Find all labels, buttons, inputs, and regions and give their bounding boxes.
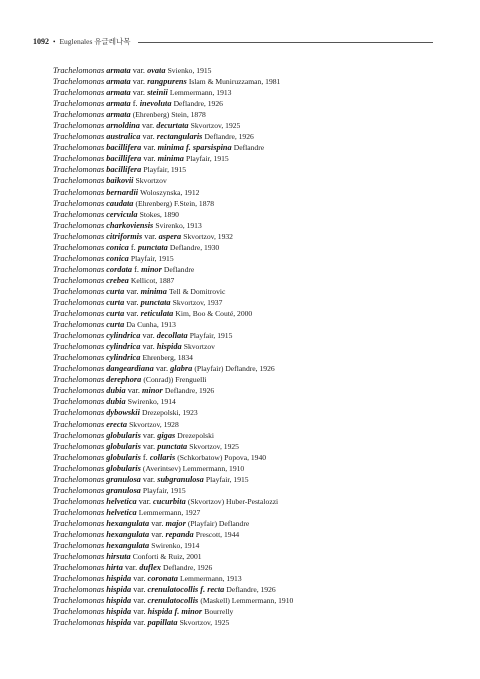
species-epithet: cylindrica [106,331,141,341]
genus-name: Trachelomonas [53,77,105,87]
infraspecific-rank: var. [142,132,155,142]
genus-name: Trachelomonas [53,297,105,307]
genus-name: Trachelomonas [53,507,105,517]
list-item [53,131,463,142]
list-item [53,319,463,330]
infraspecific-name: repanda [165,529,194,539]
species-epithet: curta [106,309,125,319]
genus-name: Trachelomonas [53,331,105,341]
infraspecific-rank: var. [132,88,145,98]
infraspecific-rank: var. [143,154,156,164]
genus-name: Trachelomonas [53,518,105,528]
author-citation: Playfair, 1915 [130,253,174,263]
species-epithet: hirsuta [106,552,131,562]
species-epithet: dubia [106,386,126,396]
author-citation: Lemmermann, 1913 [180,574,242,584]
infraspecific-name: subgranulosa [157,474,204,484]
species-epithet: baikovii [106,176,134,186]
infraspecific-rank: var. [155,364,169,374]
list-item [53,562,463,573]
infraspecific-rank: var. [143,143,156,153]
infraspecific-name: crenulatocollis [147,596,199,606]
species-epithet: granulosa [106,485,141,495]
author-citation: Kellicot, 1887 [130,275,175,285]
genus-name: Trachelomonas [53,209,105,219]
list-item [53,220,463,231]
genus-name: Trachelomonas [53,231,105,241]
infraspecific-rank: var. [133,607,146,617]
infraspecific-name: gigas [157,430,176,440]
list-item [53,463,463,474]
genus-name: Trachelomonas [53,342,105,352]
author-citation: Svirenko, 1913 [155,220,202,230]
list-item [53,452,463,463]
list-item [53,264,463,275]
infraspecific-rank: f. [134,264,139,274]
genus-name: Trachelomonas [53,529,105,539]
species-epithet: hexangulata [106,518,150,528]
infraspecific-rank: var. [127,386,140,396]
author-citation: Skvortzov, 1932 [183,231,233,241]
species-epithet: dubia [106,397,126,407]
list-item [53,441,463,452]
list-item [53,573,463,584]
genus-name: Trachelomonas [53,397,105,407]
author-citation: (Conrad)) Frenguelli [143,375,207,385]
infraspecific-name: rangpurens [147,77,187,87]
species-epithet: hexangulata [106,541,150,551]
list-item [53,164,463,175]
list-item [53,485,463,496]
author-citation: Skvortzov [135,176,167,186]
author-citation: Deflandre, 1926 [164,386,215,396]
list-item [53,606,463,617]
author-citation: (Schkorbatow) Popova, 1940 [177,452,267,462]
species-epithet: globularis [106,452,141,462]
infraspecific-name: rectangularis [156,132,203,142]
infraspecific-rank: var. [133,596,146,606]
author-citation: Skvortzov, 1925 [190,121,241,131]
infraspecific-rank: var. [132,77,145,87]
genus-name: Trachelomonas [53,552,105,562]
genus-name: Trachelomonas [53,585,105,595]
infraspecific-name: duflex [139,563,161,573]
species-epithet: caudata [106,198,134,208]
species-epithet: derephora [106,375,142,385]
infraspecific-rank: var. [126,297,139,307]
infraspecific-name: hispida f. minor [147,607,203,617]
page-number: 1092 [33,37,49,46]
genus-name: Trachelomonas [53,474,105,484]
species-epithet: crebea [106,275,129,285]
genus-name: Trachelomonas [53,618,105,628]
list-item [53,430,463,441]
header-separator: • [53,38,56,46]
genus-name: Trachelomonas [53,441,105,451]
list-item [53,496,463,507]
infraspecific-name: collaris [149,452,176,462]
genus-name: Trachelomonas [53,485,105,495]
genus-name: Trachelomonas [53,375,105,385]
author-citation: Skvortzov, 1928 [129,419,179,429]
author-citation: Deflandre, 1926 [226,585,276,595]
species-epithet: conica [106,253,129,263]
genus-name: Trachelomonas [53,143,105,153]
species-epithet: helvetica [106,496,137,506]
species-epithet: armata [106,88,131,98]
list-item [53,529,463,540]
author-citation: Deflandre, 1926 [162,563,213,573]
genus-name: Trachelomonas [53,320,105,330]
author-citation: Lemmermann, 1927 [138,507,201,517]
infraspecific-name: steinii [147,88,168,98]
species-epithet: hirta [106,563,123,573]
list-item [53,87,463,98]
genus-name: Trachelomonas [53,165,105,175]
author-citation: Deflandre, 1926 [204,132,254,142]
species-epithet: globularis [106,430,141,440]
list-item [53,153,463,164]
author-citation: Da Cunha, 1913 [126,320,176,330]
author-citation: Playfair, 1915 [143,165,187,175]
author-citation: (Skvortzov) Huber-Pestalozzi [187,496,279,506]
author-citation: Tell & Domitrovic [168,286,226,296]
author-citation: Lemmermann, 1913 [169,88,232,98]
list-item [53,308,463,319]
infraspecific-name: inevoluta [139,99,172,109]
list-item [53,518,463,529]
genus-name: Trachelomonas [53,121,105,131]
species-epithet: hispida [106,596,132,606]
list-item [53,341,463,352]
infraspecific-rank: var. [133,585,146,595]
list-item [53,330,463,341]
species-epithet: charkoviensis [106,220,154,230]
infraspecific-rank: var. [142,342,155,352]
infraspecific-rank: f. [130,242,136,252]
list-item [53,76,463,87]
list-item [53,286,463,297]
genus-name: Trachelomonas [53,563,105,573]
author-citation: Islam & Muniruzzaman, 1981 [188,77,281,87]
infraspecific-name: glabra [170,364,193,374]
list-item [53,198,463,209]
author-citation: Kim, Boo & Couté, 2000 [175,309,253,319]
author-citation: Swirenko, 1914 [127,397,176,407]
author-citation: Playfair, 1915 [205,474,249,484]
species-epithet: dybowskii [106,408,140,418]
genus-name: Trachelomonas [53,386,105,396]
infraspecific-name: ovata [147,66,166,75]
infraspecific-name: punctata [140,297,171,307]
genus-name: Trachelomonas [53,187,105,197]
author-citation: Woloszynska, 1912 [140,187,200,197]
author-citation: Drezepolski, 1923 [141,408,198,418]
species-epithet: cylindrica [106,353,141,363]
author-citation: Deflandre, 1926 [173,99,223,109]
genus-name: Trachelomonas [53,353,105,363]
species-epithet: armata [106,77,131,87]
genus-name: Trachelomonas [53,154,105,164]
author-citation: Deflandre [233,143,265,153]
genus-name: Trachelomonas [53,99,105,109]
species-epithet: citriformis [106,231,143,241]
genus-name: Trachelomonas [53,253,105,263]
genus-name: Trachelomonas [53,176,105,186]
genus-name: Trachelomonas [53,132,105,142]
author-citation: Deflandre, 1930 [169,242,220,252]
genus-name: Trachelomonas [53,419,105,429]
list-item [53,584,463,595]
infraspecific-rank: f. [132,99,138,109]
author-citation: Skvortzov, 1925 [189,441,239,451]
infraspecific-rank: var. [151,518,164,528]
infraspecific-rank: var. [124,563,138,573]
header-rule [138,42,433,43]
genus-name: Trachelomonas [53,242,105,252]
author-citation: Playfair, 1915 [142,485,186,495]
list-item [53,474,463,485]
page-header [33,37,433,47]
infraspecific-rank: var. [142,331,155,341]
genus-name: Trachelomonas [53,408,105,418]
author-citation: Swirenko, 1914 [151,541,200,551]
genus-name: Trachelomonas [53,198,105,208]
author-citation: (Averintsev) Lemmermann, 1910 [142,463,245,473]
species-epithet: hispida [106,574,132,584]
infraspecific-name: decollata [156,331,188,341]
infraspecific-rank: var. [142,121,155,131]
species-epithet: cordata [106,264,133,274]
genus-name: Trachelomonas [53,264,105,274]
infraspecific-name: decurtata [156,121,189,131]
genus-name: Trachelomonas [53,430,105,440]
author-citation: Svienko, 1915 [167,66,212,75]
list-item [53,253,463,264]
list-item [53,617,463,628]
species-epithet: dangeardiana [106,364,154,374]
species-epithet: cervicula [106,209,138,219]
list-item [53,98,463,109]
genus-name: Trachelomonas [53,452,105,462]
species-epithet: cylindrica [106,342,141,352]
list-item [53,540,463,551]
list-item [53,175,463,186]
species-epithet: bacillifera [106,154,142,164]
infraspecific-rank: f. [142,452,148,462]
author-citation: Conforti & Ruiz, 2001 [132,552,202,562]
infraspecific-name: minima f. sparsispina [157,143,232,153]
list-item [53,65,463,76]
list-item [53,275,463,286]
species-epithet: hexangulata [106,529,150,539]
genus-name: Trachelomonas [53,541,105,551]
list-item [53,231,463,242]
author-citation: Drezepolski [177,430,214,440]
section-title: Euglenales 유글레나목 [59,37,131,46]
taxon-list [53,65,463,628]
infraspecific-name: minor [141,264,162,274]
species-epithet: hispida [106,618,132,628]
infraspecific-name: reticulata [140,309,174,319]
species-epithet: australica [106,132,141,142]
infraspecific-name: hispida [156,342,182,352]
species-epithet: globularis [106,441,141,451]
species-epithet: helvetica [106,507,137,517]
infraspecific-rank: var. [142,430,156,440]
genus-name: Trachelomonas [53,364,105,374]
infraspecific-name: minima [157,154,184,164]
infraspecific-name: coronata [147,574,178,584]
genus-name: Trachelomonas [53,496,105,506]
species-epithet: curta [106,286,125,296]
infraspecific-name: punctata [137,242,168,252]
list-item [53,352,463,363]
genus-name: Trachelomonas [53,309,105,319]
list-item [53,297,463,308]
species-epithet: curta [106,320,125,330]
species-epithet: bacillifera [106,165,142,175]
species-epithet: armata [106,66,131,75]
list-item [53,551,463,562]
author-citation: Prescott, 1944 [195,529,240,539]
species-epithet: erecta [106,419,127,429]
list-item [53,242,463,253]
species-epithet: bacillifera [106,143,142,153]
list-item [53,142,463,153]
list-item [53,374,463,385]
species-epithet: arnoldina [106,121,140,131]
list-item [53,419,463,430]
list-item [53,363,463,374]
genus-name: Trachelomonas [53,574,105,584]
author-citation: (Playfair) Deflandre [187,518,250,528]
list-item [53,407,463,418]
infraspecific-name: papillata [147,618,178,628]
infraspecific-name: crenulatocollis f. recta [147,585,225,595]
list-item [53,120,463,131]
genus-name: Trachelomonas [53,286,105,296]
infraspecific-rank: var. [151,529,164,539]
author-citation: Skvortzov [183,342,215,352]
list-item [53,507,463,518]
author-citation: Stokes, 1890 [139,209,179,219]
author-citation: Playfair, 1915 [189,331,233,341]
infraspecific-name: minima [140,286,167,296]
genus-name: Trachelomonas [53,66,105,75]
genus-name: Trachelomonas [53,220,105,230]
genus-name: Trachelomonas [53,607,105,617]
genus-name: Trachelomonas [53,275,105,285]
species-epithet: hispida [106,607,132,617]
species-epithet: armata [106,99,131,109]
species-epithet: globularis [106,463,141,473]
genus-name: Trachelomonas [53,463,105,473]
genus-name: Trachelomonas [53,596,105,606]
author-citation: Ehrenberg, 1834 [142,353,193,363]
list-item [53,109,463,120]
infraspecific-rank: var. [133,574,146,584]
infraspecific-name: cucurbita [153,496,186,506]
author-citation: Skvortzov, 1937 [172,297,223,307]
species-epithet: bernardii [106,187,139,197]
species-epithet: curta [106,297,125,307]
species-epithet: conica [106,242,129,252]
list-item [53,396,463,407]
author-citation: Skvortzov, 1925 [179,618,230,628]
list-item [53,385,463,396]
author-citation: (Ehrenberg) F.Stein, 1878 [135,198,215,208]
genus-name: Trachelomonas [53,88,105,98]
infraspecific-rank: var. [138,496,151,506]
infraspecific-name: punctata [157,441,188,451]
infraspecific-rank: var. [133,618,146,628]
infraspecific-name: major [165,518,186,528]
infraspecific-rank: var. [142,474,156,484]
list-item [53,595,463,606]
genus-name: Trachelomonas [53,110,105,120]
infraspecific-rank: var. [144,231,157,241]
author-citation: Deflandre [163,264,195,274]
infraspecific-rank: var. [132,66,145,75]
infraspecific-rank: var. [126,286,139,296]
author-citation: (Ehrenberg) Stein, 1878 [132,110,206,120]
infraspecific-rank: var. [142,441,156,451]
list-item [53,209,463,220]
author-citation: (Maskell) Lemmermann, 1910 [200,596,294,606]
species-epithet: hispida [106,585,132,595]
list-item [53,187,463,198]
author-citation: Bourrelly [204,607,234,617]
infraspecific-rank: var. [126,309,139,319]
author-citation: (Playfair) Deflandre, 1926 [194,364,275,374]
infraspecific-name: aspera [158,231,182,241]
author-citation: Playfair, 1915 [186,154,229,164]
species-epithet: granulosa [106,474,141,484]
species-epithet: armata [106,110,131,120]
infraspecific-name: minor [142,386,163,396]
